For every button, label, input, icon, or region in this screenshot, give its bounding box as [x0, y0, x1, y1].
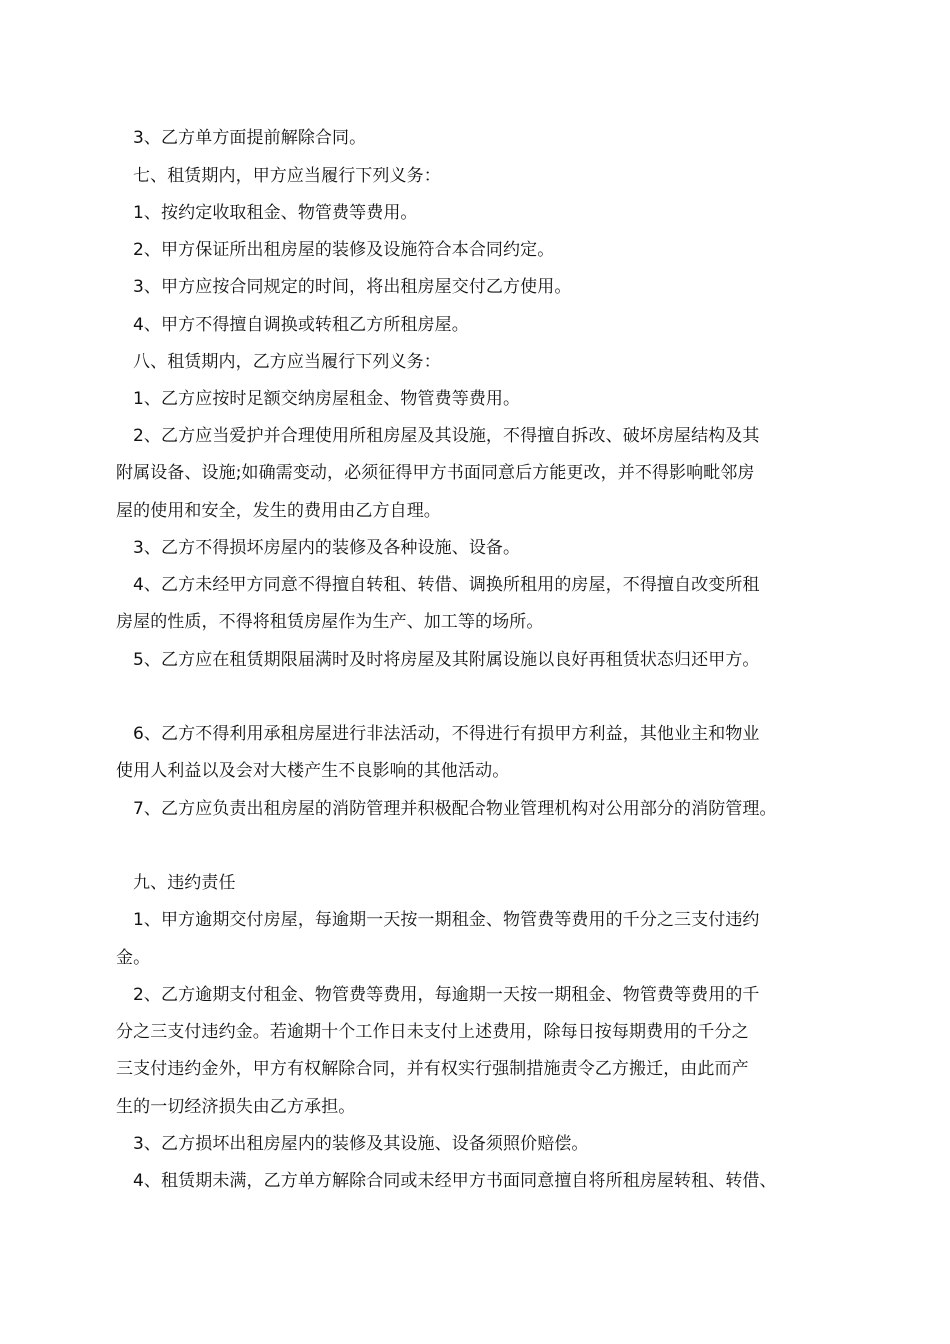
clause-text: 4、甲方不得擅自调换或转租乙方所租房屋。	[133, 315, 469, 335]
clause-text-continued: 屋的使用和安全，发生的费用由乙方自理。	[116, 501, 441, 521]
clause-text: 2、乙方应当爱护并合理使用所租房屋及其设施，不得擅自拆改、破坏房屋结构及其	[133, 426, 760, 446]
clause-text: 4、乙方未经甲方同意不得擅自转租、转借、调换所租用的房屋，不得擅自改变所租	[133, 575, 760, 595]
clause-text-continued: 附属设备、设施;如确需变动，必须征得甲方书面同意后方能更改，并不得影响毗邻房	[116, 463, 755, 483]
clause-text: 3、乙方损坏出租房屋内的装修及其设施、设备须照价赔偿。	[133, 1134, 589, 1154]
clause-text-continued: 金。	[116, 948, 151, 968]
clause-text: 2、甲方保证所出租房屋的装修及设施符合本合同约定。	[133, 240, 555, 260]
clause-text: 3、甲方应按合同规定的时间，将出租房屋交付乙方使用。	[133, 277, 572, 297]
section-heading: 七、租赁期内，甲方应当履行下列义务：	[133, 166, 441, 186]
section-heading: 八、租赁期内，乙方应当履行下列义务：	[133, 352, 441, 372]
clause-text: 1、甲方逾期交付房屋，每逾期一天按一期租金、物管费等费用的千分之三支付违约	[133, 910, 760, 930]
clause-text: 7、乙方应负责出租房屋的消防管理并积极配合物业管理机构对公用部分的消防管理。	[133, 799, 777, 819]
clause-text-continued: 使用人利益以及会对大楼产生不良影响的其他活动。	[116, 761, 510, 781]
clause-text: 3、乙方不得损坏房屋内的装修及各种设施、设备。	[133, 538, 521, 558]
clause-text-continued: 三支付违约金外，甲方有权解除合同，并有权实行强制措施责令乙方搬迁，由此而产	[116, 1059, 749, 1079]
clause-text: 6、乙方不得利用承租房屋进行非法活动，不得进行有损甲方利益，其他业主和物业	[133, 724, 760, 744]
section-heading: 九、违约责任	[133, 873, 236, 893]
clause-text: 4、租赁期未满，乙方单方解除合同或未经甲方书面同意擅自将所租房屋转租、转借、	[133, 1171, 777, 1191]
clause-text-continued: 生的一切经济损失由乙方承担。	[116, 1097, 356, 1117]
clause-text-continued: 房屋的性质，不得将租赁房屋作为生产、加工等的场所。	[116, 612, 544, 632]
clause-text: 1、乙方应按时足额交纳房屋租金、物管费等费用。	[133, 389, 521, 409]
clause-text: 5、乙方应在租赁期限届满时及时将房屋及其附属设施以良好再租赁状态归还甲方。	[133, 650, 760, 670]
clause-text: 2、乙方逾期支付租金、物管费等费用，每逾期一天按一期租金、物管费等费用的千	[133, 985, 760, 1005]
clause-text: 3、乙方单方面提前解除合同。	[133, 128, 367, 148]
clause-text-continued: 分之三支付违约金。若逾期十个工作日未支付上述费用，除每日按每期费用的千分之	[116, 1022, 749, 1042]
clause-text: 1、按约定收取租金、物管费等费用。	[133, 203, 418, 223]
